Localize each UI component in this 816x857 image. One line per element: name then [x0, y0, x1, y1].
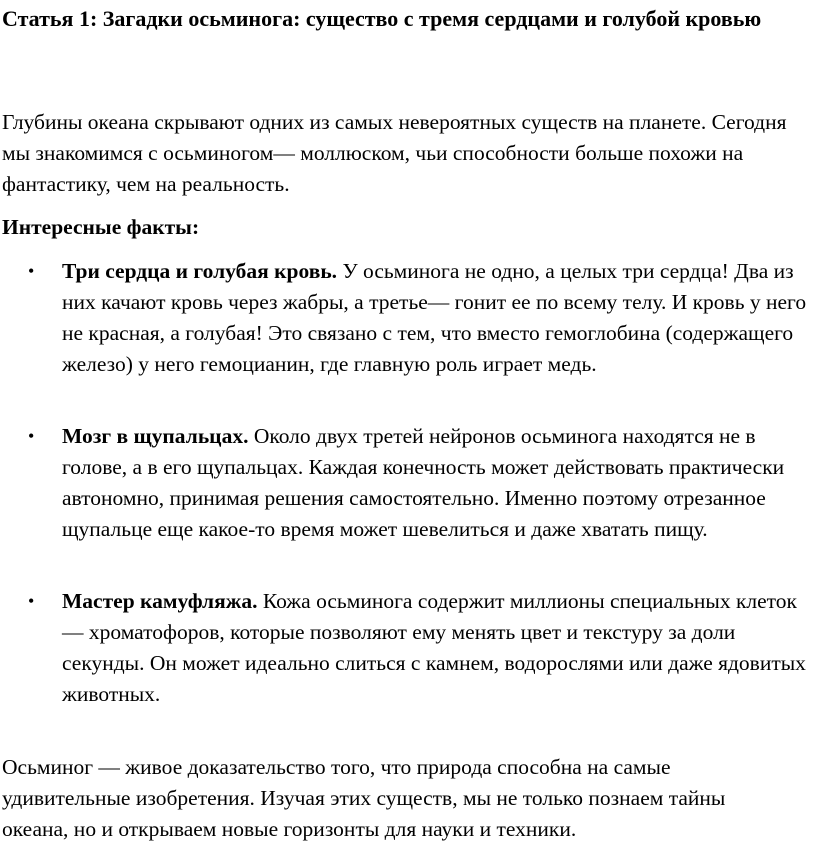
outro-paragraph: Осьминог — живое доказательство того, что природа способна на самые удивительные изобретения. Изучая этих существ, мы не только познаем тайны океана, но и открываем новые горизонты для науки и техники. — [2, 755, 726, 841]
fact-text: Кожа осьминога содержит миллионы специальных клеток — хроматофоров, которые позволяют ему менять цвет и текстуру за доли секунды. Он может идеально слиться с камнем, водорослями или даже ядовитых животных. — [62, 589, 806, 706]
fact-item — [28, 256, 814, 380]
fact-title: Три сердца и голубая кровь. — [62, 259, 338, 283]
bullet-icon: • — [28, 261, 35, 281]
intro-paragraph: Глубины океана скрывают одних из самых невероятных существ на планете. Сегодня мы знакомимся с осьминогом— моллюском, чьи способности больше похожи на фантастику, чем на реальность. — [2, 110, 787, 196]
facts-heading: Интересные факты: — [2, 215, 200, 239]
fact-title: Мастер камуфляжа. — [62, 589, 258, 613]
fact-text: Около двух третей нейронов осьминога находятся не в голове, а в его щупальцах. Каждая конечность может действовать практически автономно, принимая решения самостоятельно. Именно поэтому отрезанное щупальце еще какое-то время может шевелиться и даже хватать пищу. — [62, 424, 785, 541]
fact-item — [28, 586, 814, 710]
fact-title: Мозг в щупальцах. — [62, 424, 249, 448]
bullet-icon: • — [28, 426, 35, 446]
article-title: Статья 1: Загадки осьминога: существо с тремя сердцами и голубой кровью — [2, 6, 762, 31]
fact-item — [28, 421, 814, 545]
fact-text: У осьминога не одно, а целых три сердца! Два из них качают кровь через жабры, а третье— гонит ее по всему телу. И кровь у него не красная, а голубая! Это связано с тем, что вместо гемоглобина (содержащего железо) у него гемоцианин, где главную роль играет медь. — [62, 259, 807, 376]
bullet-icon: • — [28, 591, 35, 611]
